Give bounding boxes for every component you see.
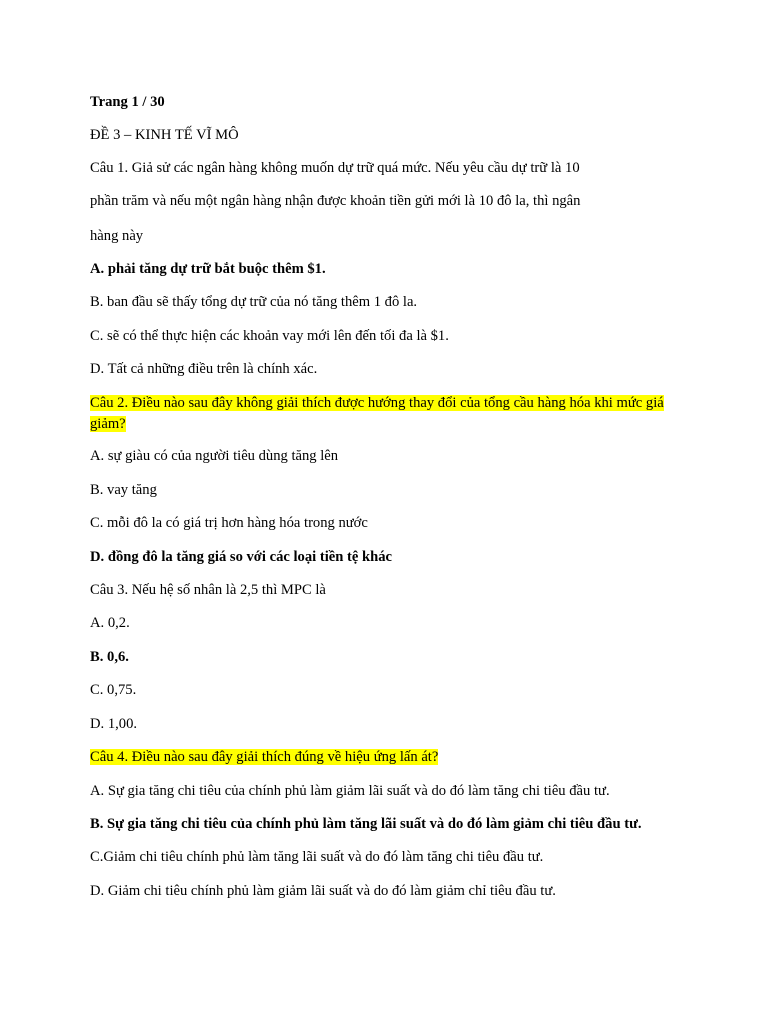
question-2-highlight: Câu 2. Điều nào sau đây không giải thích được hướng thay đổi của tổng cầu hàng hóa khi mức giá giảm? xyxy=(90,395,664,432)
question-1-line-2: phần trăm và nếu một ngân hàng nhận được khoản tiền gửi mới là 10 đô la, thì ngân xyxy=(90,193,581,209)
question-4-highlight: Câu 4. Điều nào sau đây giải thích đúng về hiệu ứng lấn át? xyxy=(90,749,439,765)
question-1-line-1: Câu 1. Giả sử các ngân hàng không muốn dự trữ quá mức. Nếu yêu cầu dự trữ là 10 xyxy=(90,160,580,176)
question-3-answer-c: C. 0,75. xyxy=(90,682,137,698)
question-3-answer-d: D. 1,00. xyxy=(90,716,138,732)
question-2-text xyxy=(90,393,670,435)
question-3-text: Câu 3. Nếu hệ số nhân là 2,5 thì MPC là xyxy=(90,582,326,598)
question-4-answer-a: A. Sự gia tăng chi tiêu của chính phủ làm giảm lãi suất và do đó làm tăng chi tiêu đầu tư. xyxy=(90,783,610,799)
question-4-text xyxy=(90,747,438,768)
question-4-answer-c: C.Giảm chi tiêu chính phủ làm tăng lãi suất và do đó làm tăng chi tiêu đầu tư. xyxy=(90,849,544,865)
exam-title: ĐỀ 3 – KINH TẾ VĨ MÔ xyxy=(90,127,239,143)
question-2-answer-d: D. đồng đô la tăng giá so với các loại tiền tệ khác xyxy=(90,549,392,565)
page-label: Trang 1 / 30 xyxy=(90,94,165,110)
question-1-answer-d: D. Tất cả những điều trên là chính xác. xyxy=(90,361,318,377)
question-1-answer-c: C. sẽ có thể thực hiện các khoản vay mới lên đến tối đa là $1. xyxy=(90,328,449,344)
question-4-answer-b: B. Sự gia tăng chi tiêu của chính phủ làm tăng lãi suất và do đó làm giảm chi tiêu đầu tư. xyxy=(90,816,642,832)
question-1-line-3: hàng này xyxy=(90,228,144,244)
question-3-answer-a: A. 0,2. xyxy=(90,615,130,631)
question-1-answer-a: A. phải tăng dự trữ bắt buộc thêm $1. xyxy=(90,261,326,277)
question-2-answer-a: A. sự giàu có của người tiêu dùng tăng lên xyxy=(90,448,339,464)
question-2-answer-c: C. mỗi đô la có giá trị hơn hàng hóa trong nước xyxy=(90,515,368,531)
question-3-answer-b: B. 0,6. xyxy=(90,649,129,665)
question-4-answer-d: D. Giảm chi tiêu chính phủ làm giảm lãi suất và do đó làm giảm chỉ tiêu đầu tư. xyxy=(90,883,556,899)
question-1-answer-b: B. ban đầu sẽ thấy tổng dự trữ của nó tăng thêm 1 đô la. xyxy=(90,294,418,310)
question-2-answer-b: B. vay tăng xyxy=(90,482,157,498)
